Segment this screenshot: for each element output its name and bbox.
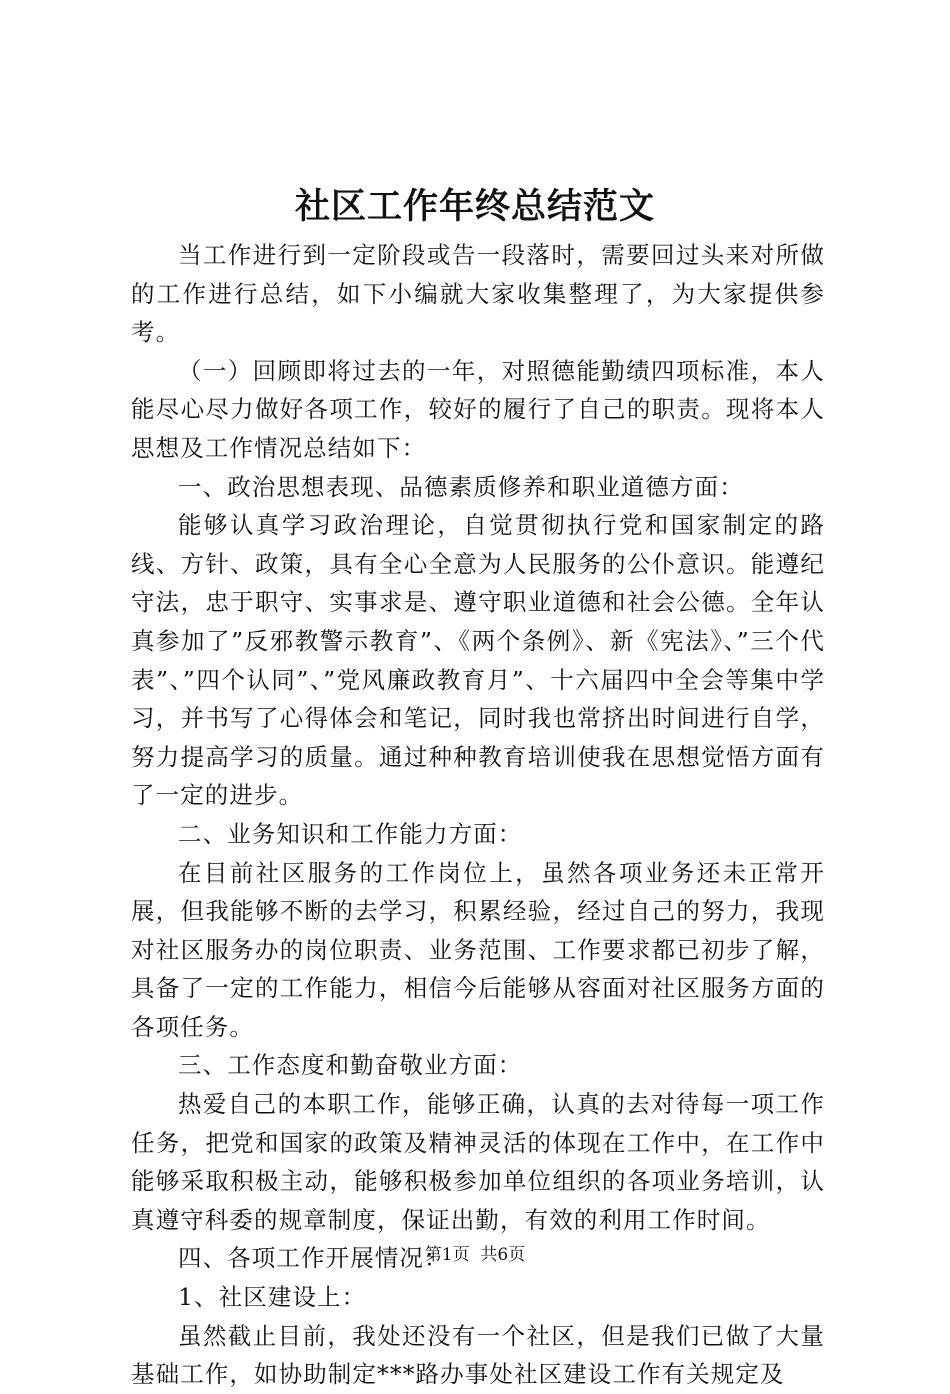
- paragraph-review: （一）回顾即将过去的一年，对照德能勤绩四项标准，本人能尽心尽力做好各项工作，较好的履行了自己的职责。现将本人思想及工作情况总结如下：: [131, 356, 825, 462]
- paragraph-business: 在目前社区服务的工作岗位上，虽然各项业务还未正常开展，但我能够不断的去学习，积累经验，经过自己的努力，我现对社区服务办的岗位职责、业务范围、工作要求都已初步了解，具备了一定的工作能力，相信今后能够从容面对社区服务方面的各项任务。: [131, 858, 825, 1041]
- section-heading-work: 四、各项工作开展情况：: [178, 1244, 449, 1273]
- paragraph-attitude: 热爱自己的本职工作，能够正确，认真的去对待每一项工作任务，把党和国家的政策及精神灵活的体现在工作中，在工作中能够采取积极主动，能够积极参加单位组织的各项业务培训，认真遵守科委的规章制度，保证出勤，有效的利用工作时间。: [131, 1090, 825, 1234]
- page-footer: 第1页 共6页: [424, 1245, 526, 1265]
- document-title: 社区工作年终总结范文: [294, 186, 655, 227]
- paragraph-intro: 当工作进行到一定阶段或告一段落时，需要回过头来对所做的工作进行总结，如下小编就大家收集整理了，为大家提供参考。: [131, 241, 825, 347]
- section-heading-political: 一、政治思想表现、品德素质修养和职业道德方面：: [178, 472, 744, 501]
- paragraph-community: 虽然截止目前，我处还没有一个社区，但是我们已做了大量基础工作，如协助制定***路办事处社区建设工作有关规定及: [131, 1321, 825, 1389]
- section-heading-attitude: 三、工作态度和勤奋敬业方面：: [178, 1051, 523, 1080]
- subsection-heading-community: 1、社区建设上：: [178, 1283, 367, 1312]
- document-body: [131, 236, 825, 1394]
- paragraph-political: 能够认真学习政治理论，自觉贯彻执行党和国家制定的路线、方针、政策，具有全心全意为人民服务的公仆意识。能遵纪守法，忠于职守、实事求是、遵守职业道德和社会公德。全年认真参加了”反邪教警示教育”、《两个条例》、新《宪法》、”三个代表”、”四个认同”、”党风廉政教育月”、十六届四中全会等集中学习，并书写了心得体会和笔记，同时我也常挤出时间进行自学，努力提高学习的质量。通过种种教育培训使我在思想觉悟方面有了一定的进步。: [131, 511, 825, 810]
- section-heading-business: 二、业务知识和工作能力方面：: [178, 819, 523, 848]
